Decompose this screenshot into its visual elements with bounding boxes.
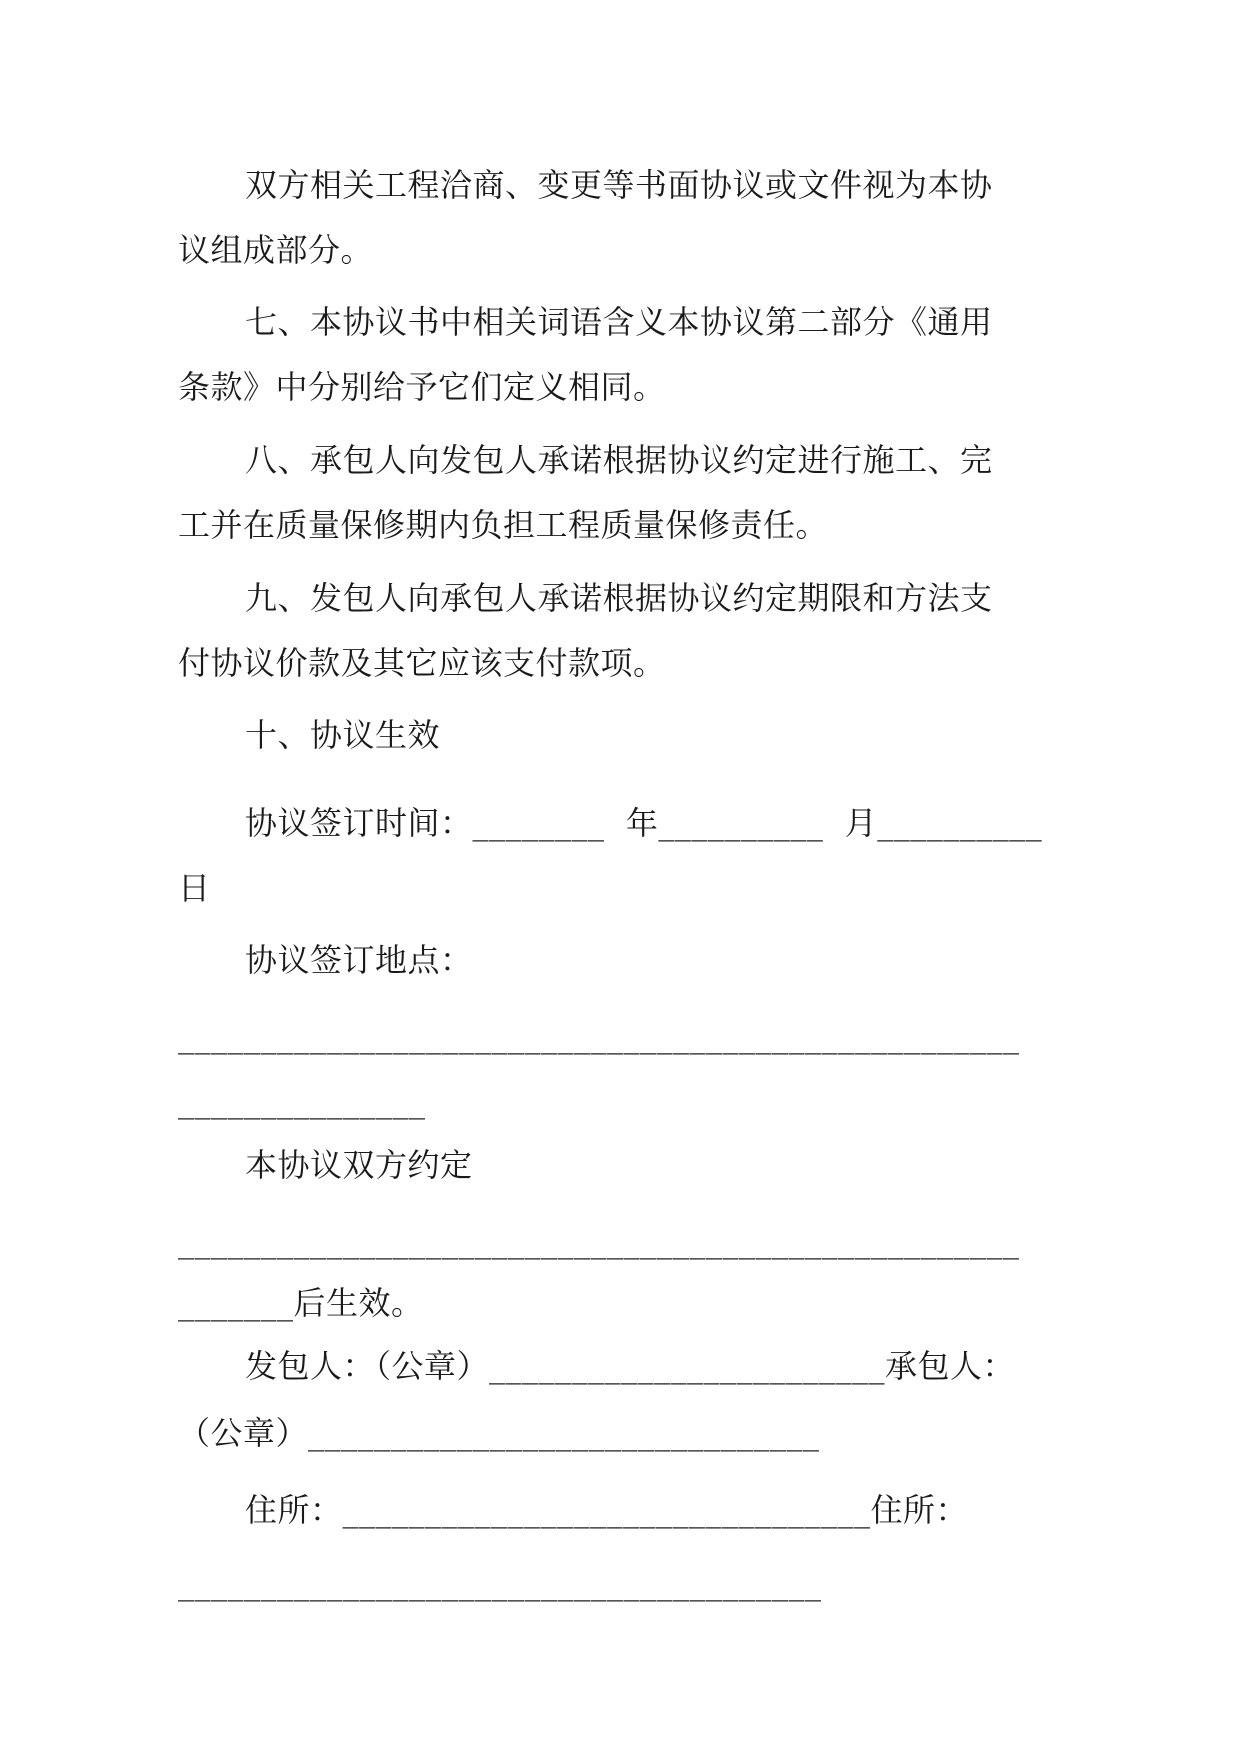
signing-place-blank: ___________________________________________________: [178, 1017, 1020, 1055]
signing-date-day: 日: [178, 869, 211, 907]
agreement-blank: ___________________________________________________: [178, 1222, 1020, 1260]
paragraph-line: 议组成部分。: [178, 231, 374, 269]
address-line: 住所：________________________________住所：: [245, 1491, 969, 1529]
address-line: _______________________________________: [178, 1564, 822, 1602]
paragraph-line: 七、本协议书中相关词语含义本协议第二部分《通用: [245, 303, 993, 341]
paragraph-line: 付协议价款及其它应该支付款项。: [178, 644, 666, 682]
paragraph-line: 八、承包人向发包人承诺根据协议约定进行施工、完: [245, 441, 993, 479]
party-seal-line: （公章）_______________________________: [178, 1414, 820, 1452]
paragraph-line: 九、发包人向承包人承诺根据协议约定期限和方法支: [245, 579, 993, 617]
paragraph-line: 双方相关工程洽商、变更等书面协议或文件视为本协: [245, 166, 993, 204]
signing-place-blank: _______________: [178, 1082, 426, 1120]
signing-date-line: 协议签订时间：________ 年__________ 月__________: [245, 804, 1043, 842]
section-heading: 十、协议生效: [245, 716, 441, 754]
paragraph-line: 工并在质量保修期内负担工程质量保修责任。: [178, 506, 829, 544]
paragraph-line: 条款》中分别给予它们定义相同。: [178, 368, 666, 406]
signing-place-label: 协议签订地点：: [245, 941, 473, 979]
agreement-effective: _______后生效。: [178, 1284, 424, 1322]
agreement-label: 本协议双方约定: [245, 1146, 473, 1184]
party-seal-line: 发包人：（公章）________________________承包人：: [245, 1347, 1016, 1385]
